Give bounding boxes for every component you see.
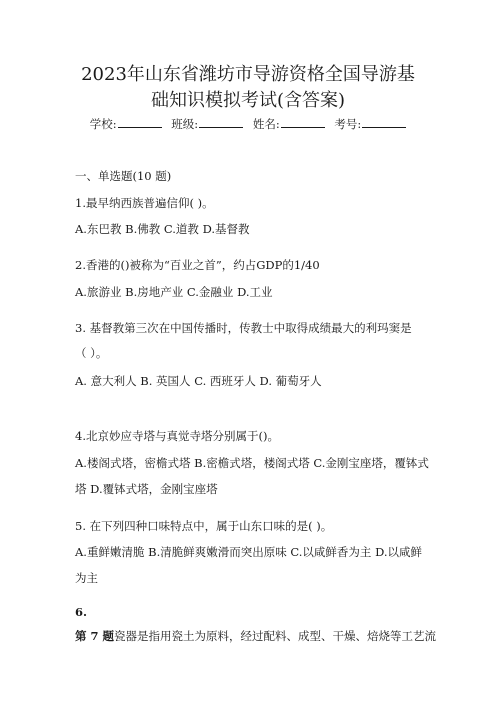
question-3-stem-line-2: （ ）。 [75,346,108,360]
school-label: 学校: [89,117,117,131]
number-label: 考号: [334,117,362,131]
class-field [171,117,243,131]
question-5-options-line-1: A.重鲜嫩清脆 B.清脆鲜爽嫩滑而突出原味 C.以咸鲜香为主 D.以咸鲜 [75,545,423,559]
question-6-number: 6. [75,605,88,619]
question-2-options: A.旅游业 B.房地产业 C.金融业 D.工业 [75,285,273,299]
question-6-subline [75,628,437,645]
school-field [90,117,162,131]
name-blank [281,116,325,128]
question-4-stem: 4.北京妙应寺塔与真觉寺塔分别属于()。 [75,429,279,443]
question-5-stem: 5. 在下列四种口味特点中，属于山东口味的是( )。 [75,519,333,533]
name-label: 姓名: [252,117,280,131]
section-heading: 一、单选题(10 题) [75,169,172,183]
title-line-2: 础知识模拟考试(含答案) [150,90,346,111]
question-2-stem: 2.香港的()被称为“百业之首”，约占GDP的1/40 [75,258,320,272]
question-5-options-line-2: 为主 [75,571,98,585]
number-blank [362,116,406,128]
class-label: 班级: [171,117,199,131]
question-1-stem: 1.最早纳西族普遍信仰( )。 [75,196,214,210]
school-blank [118,116,162,128]
student-info-row [0,116,496,132]
title-line-1: 2023年山东省潍坊市导游资格全国导游基 [81,64,415,85]
number-field [334,117,406,131]
question-7-label: 第 7 题 [75,629,115,643]
question-4-options-line-2: 塔 D.覆钵式塔，金刚宝座塔 [75,482,218,496]
name-field [253,117,325,131]
exam-title [40,62,456,114]
question-4-options-line-1: A.楼阁式塔，密檐式塔 B.密檐式塔，楼阁式塔 C.金刚宝座塔，覆钵式 [75,456,429,470]
question-3-options: A. 意大利人 B. 英国人 C. 西班牙人 D. 葡萄牙人 [75,374,322,388]
question-1-options: A.东巴教 B.佛教 C.道教 D.基督教 [75,222,250,236]
question-3-stem-line-1: 3. 基督教第三次在中国传播时，传教士中取得成绩最大的利玛窦是 [75,321,412,335]
question-7-text: 瓷器是指用瓷土为原料，经过配料、成型、干燥、焙烧等工艺流 [114,629,437,643]
class-blank [199,116,243,128]
